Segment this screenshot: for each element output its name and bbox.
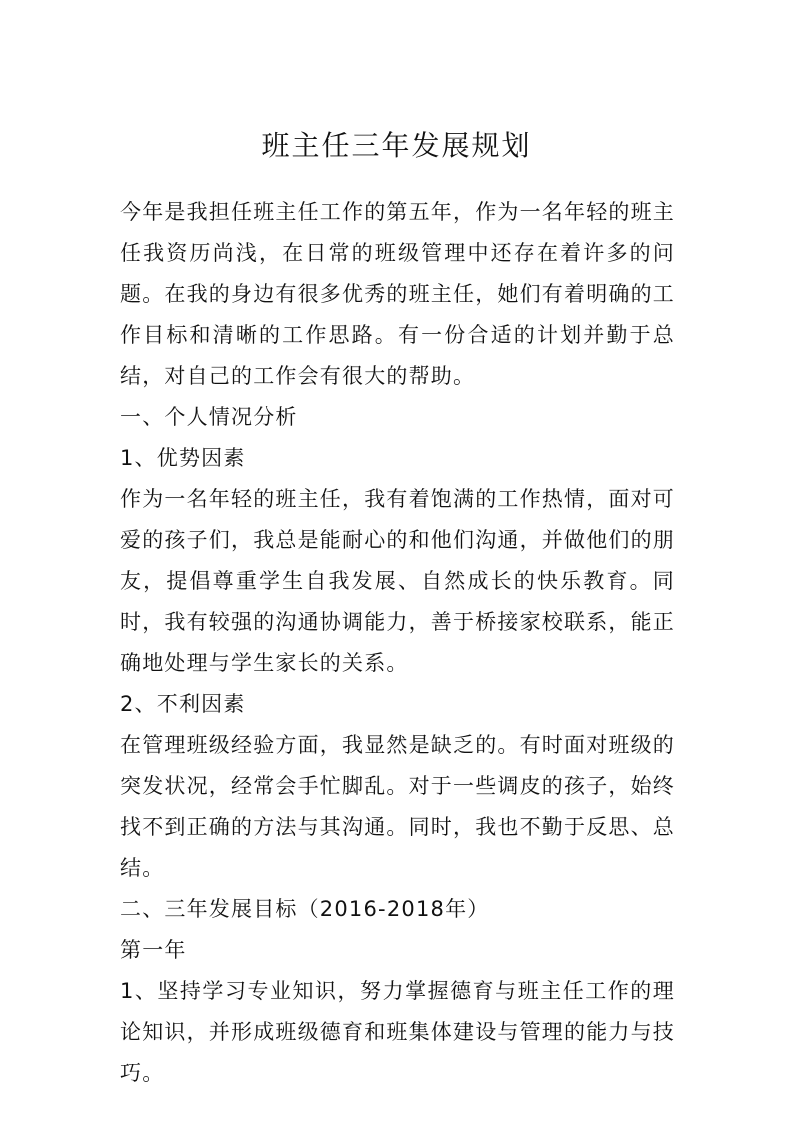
section-heading-personal-analysis: 一、个人情况分析 [120,405,298,429]
subheading-advantages: 1、优势因素 [120,446,246,470]
paragraph-advantages: 作为一名年轻的班主任，我有着饱满的工作热情，面对可爱的孩子们，我总是能耐心的和他们沟通，并做他们的朋友，提倡尊重学生自我发展、自然成长的快乐教育。同时，我有较强的沟通协调能力，善于桥接家校联系，能正确地处理与学生家长的关系。 [120,487,675,675]
paragraph-disadvantages: 在管理班级经验方面，我显然是缺乏的。有时面对班级的突发状况，经常会手忙脚乱。对于一些调皮的孩子，始终找不到正确的方法与其沟通。同时，我也不勤于反思、总结。 [120,733,675,880]
subheading-first-year: 第一年 [120,938,187,962]
subheading-disadvantages: 2、不利因素 [120,692,246,716]
document-body [120,192,675,1094]
paragraph-first-year-goal-1: 1、坚持学习专业知识，努力掌握德育与班主任工作的理论知识，并形成班级德育和班集体建设与管理的能力与技巧。 [120,979,675,1085]
paragraph-intro: 今年是我担任班主任工作的第五年，作为一名年轻的班主任我资历尚浅，在日常的班级管理中还存在着许多的问题。在我的身边有很多优秀的班主任，她们有着明确的工作目标和清晰的工作思路。有一份合适的计划并勤于总结，对自己的工作会有很大的帮助。 [120,200,675,388]
document-title: 班主任三年发展规划 [261,129,532,162]
section-heading-three-year-goals: 二、三年发展目标（2016-2018年） [120,897,490,921]
